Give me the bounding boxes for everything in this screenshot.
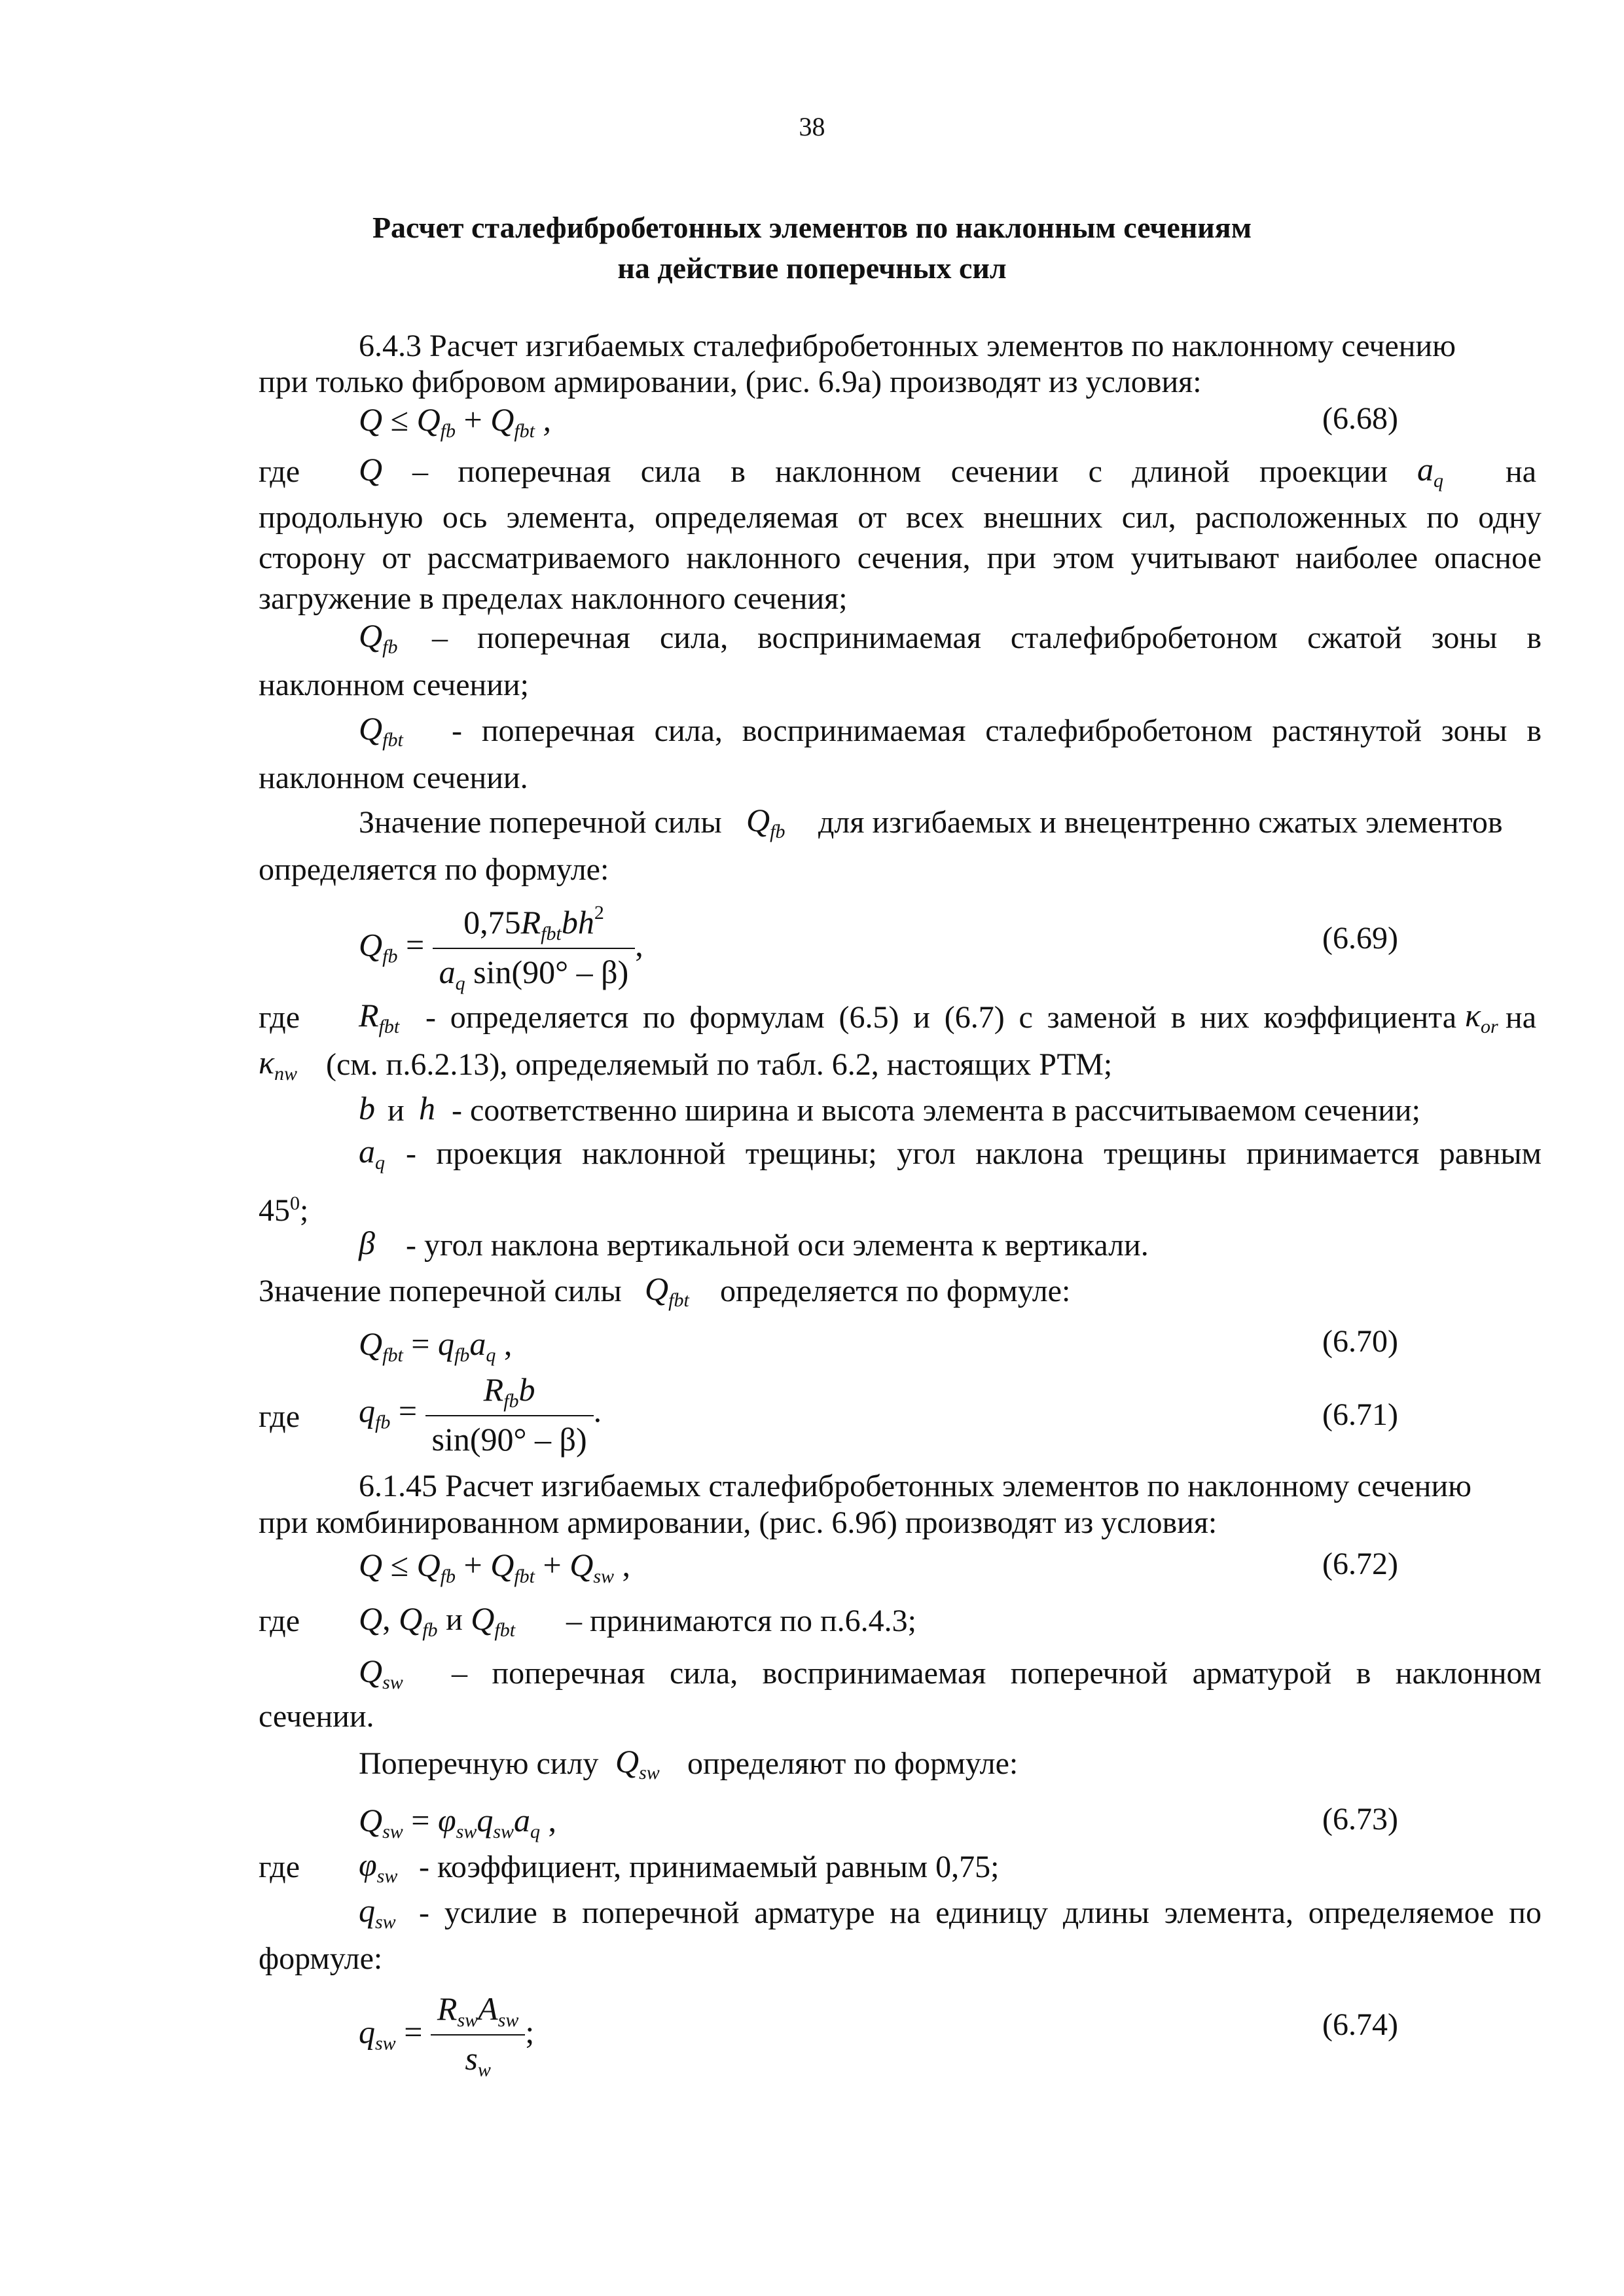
equation-6-70: $Q_{fbt} = q_{fb}a_q$ , — [359, 1325, 513, 1366]
rfbt-definition-line-1: - определяется по формулам (6.5) и (6.7) с заменой в них коэффициента — [425, 1000, 1456, 1035]
qsw-value-pre: Поперечную силу — [359, 1746, 599, 1781]
qfbt-definition-line-2: наклонном сечении. — [259, 761, 528, 795]
equation-6-71: $q_{fb}$ = $\frac{R_{fb}b}{\sin(90^\circ - \beta)}$ . — [359, 1371, 602, 1458]
q-definition-line-1: – поперечная сила в наклонном сечении с длиной проекции — [412, 454, 1388, 489]
section-title-line-2: на действие поперечных сил — [617, 251, 1007, 285]
equation-6-72: $Q \le Q_{fb} + Q_{fbt} + Q_{sw}$ , — [359, 1547, 630, 1587]
fraction-6-74: $\frac{R_{sw}A_{sw}}{s_w}$ — [431, 1990, 525, 2081]
symbol-qsw-inline: $Q_{sw}$ — [615, 1743, 660, 1784]
qfb-value-line-2: определяется по формуле: — [259, 852, 609, 887]
equation-6-68: $Q \le Q_{fb} + Q_{fbt}$ , — [359, 401, 551, 442]
qfbt-value-pre: Значение поперечной силы — [259, 1274, 622, 1308]
where-label: где — [259, 1399, 300, 1434]
qsw-definition-line-2: сечении. — [259, 1699, 374, 1734]
qfbt-definition-line-1: - поперечная сила, воспринимаемая сталефибробетоном растянутой зоны в — [452, 713, 1542, 748]
equation-number-6-71: (6.71) — [1322, 1397, 1398, 1432]
q-definition-line-1-end: на — [1506, 454, 1536, 489]
phi-definition: - коэффициент, принимаемый равным 0,75; — [419, 1850, 1000, 1884]
equation-number-6-70: (6.70) — [1322, 1324, 1398, 1359]
where-label: где — [259, 1604, 300, 1638]
symbol-kappa-or: $\kappa_{or}$ — [1465, 997, 1498, 1037]
equation-6-74: $q_{sw}$ = $\frac{R_{sw}A_{sw}}{s_w}$ ; — [359, 1990, 535, 2081]
equation-number-6-69: (6.69) — [1322, 921, 1398, 956]
symbol-aq-def: $a_q$ — [359, 1133, 385, 1174]
symbol-q: Q — [359, 451, 383, 488]
symbol-qfbt-inline: $Q_{fbt}$ — [645, 1270, 689, 1311]
fraction-6-71: $\frac{R_{fb}b}{\sin(90^\circ - \beta)}$ — [425, 1371, 594, 1458]
paragraph-645-line-1: 6.1.45 Расчет изгибаемых сталефибробетонных элементов по наклонному сечению — [359, 1469, 1471, 1503]
symbol-qfbt: $Q_{fbt}$ — [359, 710, 403, 751]
bh-definition: - соответственно ширина и высота элемента в рассчитываемом сечении; — [452, 1093, 1420, 1128]
symbol-qsw-force: $q_{sw}$ — [359, 1892, 396, 1933]
where-label: где — [259, 1850, 300, 1884]
where-label: где — [259, 454, 300, 489]
aq-definition-line-2: $45^0$; — [259, 1193, 309, 1228]
qfb-definition-line-1: – поперечная сила, воспринимаемая сталефибробетоном сжатой зоны в — [432, 620, 1542, 655]
symbol-qfb: $Q_{fb}$ — [359, 617, 398, 658]
symbol-beta: β — [359, 1225, 375, 1261]
q-definition-line-3: сторону от рассматриваемого наклонного сечения, при этом учитывают наиболее опасное — [259, 541, 1542, 575]
equation-number-6-68: (6.68) — [1322, 401, 1398, 436]
symbol-phi-sw: $\varphi_{sw}$ — [359, 1846, 398, 1887]
symbol-b: b — [359, 1090, 375, 1126]
equation-number-6-72: (6.72) — [1322, 1547, 1398, 1581]
equation-6-73: $Q_{sw} = \varphi_{sw}q_{sw}a_q$ , — [359, 1802, 557, 1842]
fraction-6-69: $\frac{0,75R_{fbt}bh^2}{a_q \sin(90^\circ - \beta)}$ — [433, 902, 636, 995]
qsw-force-definition-line-2: формуле: — [259, 1941, 383, 1976]
equation-number-6-74: (6.74) — [1322, 2007, 1398, 2042]
symbol-qfb-inline: $Q_{fb}$ — [746, 802, 785, 842]
equation-6-69: $Q_{fb}$ = $\frac{0,75R_{fbt}bh^2}{a_q \sin(90^\circ - \beta)}$ , — [359, 902, 643, 994]
refs-symbols: Q, $Q_{fb}$ и $Q_{fbt}$ — [359, 1600, 516, 1641]
qfb-definition-line-2: наклонном сечении; — [259, 668, 529, 702]
rfbt-definition-line-1-end: на — [1506, 1000, 1536, 1035]
refs-definition: – принимаются по п.6.4.3; — [566, 1604, 916, 1638]
q-definition-continuation — [259, 497, 1542, 619]
symbol-kappa-nw: $\kappa_{nw}$ — [259, 1044, 298, 1085]
beta-definition: - угол наклона вертикальной оси элемента к вертикали. — [406, 1228, 1149, 1263]
symbol-aq: $a_q$ — [1417, 451, 1443, 492]
page-number: 38 — [799, 112, 825, 141]
paragraph-643-line-2: при только фибровом армировании, (рис. 6.9а) производят из условия: — [259, 365, 1202, 399]
symbol-h: h — [419, 1090, 435, 1126]
qsw-value-post: определяют по формуле: — [687, 1746, 1019, 1781]
symbol-rfbt: $R_{fbt}$ — [359, 997, 400, 1037]
qfbt-value-post: определяется по формуле: — [720, 1274, 1071, 1308]
paragraph-643-line-1: 6.4.3 Расчет изгибаемых сталефибробетонных элементов по наклонному сечению — [359, 329, 1456, 363]
qsw-definition-line-1: – поперечная сила, воспринимаемая поперечной арматурой в наклонном — [452, 1656, 1542, 1691]
where-label: где — [259, 1000, 300, 1035]
rfbt-definition-line-2: (см. п.6.2.13), определяемый по табл. 6.2, настоящих РТМ; — [326, 1047, 1113, 1082]
section-title-line-1: Расчет сталефибробетонных элементов по наклонным сечениям — [372, 211, 1252, 244]
qsw-force-definition-line-1: - усилие в поперечной арматуре на единицу длины элемента, определяемое по — [419, 1895, 1542, 1930]
qfb-value-post: для изгибаемых и внецентренно сжатых элементов — [818, 805, 1503, 840]
symbol-qsw: $Q_{sw}$ — [359, 1653, 403, 1693]
q-definition-line-4: загружение в пределах наклонного сечения; — [259, 581, 848, 616]
bh-and: и — [388, 1093, 405, 1128]
qfb-value-pre: Значение поперечной силы — [359, 805, 722, 840]
paragraph-645-line-2: при комбинированном армировании, (рис. 6.9б) производят из условия: — [259, 1505, 1218, 1540]
q-definition-line-2: продольную ось элемента, определяемая от всех внешних сил, расположенных по одну — [259, 500, 1542, 535]
equation-number-6-73: (6.73) — [1322, 1802, 1398, 1837]
aq-definition-line-1: - проекция наклонной трещины; угол наклона трещины принимается равным — [406, 1136, 1542, 1171]
